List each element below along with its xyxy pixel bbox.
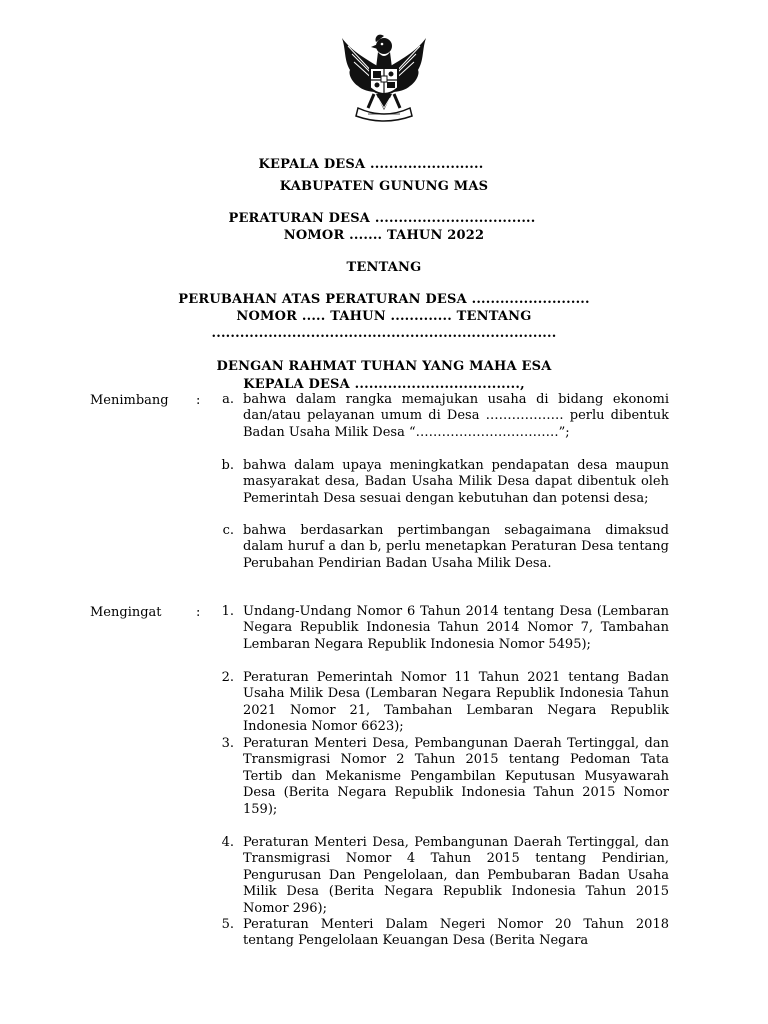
menimbang-item-c: bahwa berdasarkan pertimbangan sebagaimana dimaksud dalam huruf a dan b, perlu menetapkan Peraturan Desa tentang Perubahan Pendirian Badan Usaha Milik Desa. (243, 523, 669, 571)
menimbang-label: Menimbang (90, 393, 169, 408)
menimbang-colon: : (196, 393, 201, 408)
regulation-number: NOMOR ....... TAHUN 2022 (283, 228, 485, 243)
amendment-subject: ......................................................................... (211, 326, 557, 341)
about-heading: TENTANG (346, 260, 422, 275)
mengingat-marker-5: 5. (221, 917, 234, 932)
regency-title: KABUPATEN GUNUNG MAS (279, 179, 489, 194)
mengingat-marker-1: 1. (221, 604, 234, 619)
menimbang-item-a: bahwa dalam rangka memajukan usaha di bidang ekonomi dan/atau pelayanan umum di Desa ……………… perlu dibentuk Badan Usaha Milik Desa “……………………………”; (243, 392, 669, 440)
menimbang-item-b: bahwa dalam upaya meningkatkan pendapatan desa maupun masyarakat desa, Badan Usaha Milik Desa dapat dibentuk oleh Pemerintah Desa sesuai dengan kebutuhan dan potensi desa; (243, 458, 669, 506)
mengingat-marker-4: 4. (221, 835, 234, 850)
menimbang-marker-a: a. (222, 392, 234, 407)
mengingat-item-2: Peraturan Pemerintah Nomor 11 Tahun 2021 tentang Badan Usaha Milik Desa (Lembaran Negara Republik Indonesia Tahun 2021 Nomor 21, Tambahan Lembaran Negara Republik Indonesia Nomor 6623); (243, 670, 669, 735)
amendment-title: PERUBAHAN ATAS PERATURAN DESA ......................... (178, 292, 590, 307)
blessing-line: DENGAN RAHMAT TUHAN YANG MAHA ESA (216, 359, 552, 374)
mengingat-item-5: Peraturan Menteri Dalam Negeri Nomor 20 Tahun 2018 tentang Pengelolaan Keuangan Desa (Berita Negara (243, 917, 669, 949)
menimbang-marker-b: b. (221, 458, 234, 473)
mengingat-item-3: Peraturan Menteri Desa, Pembangunan Daerah Tertinggal, dan Transmigrasi Nomor 2 Tahun 2015 tentang Pedoman Tata Tertib dan Mekanisme Pengambilan Keputusan Musyawarah Desa (Berita Negara Republik Indonesia Tahun 2015 Nomor 159); (243, 736, 669, 817)
garuda-emblem-icon (338, 30, 430, 125)
menimbang-marker-c: c. (222, 523, 234, 538)
village-head-line: KEPALA DESA ..................................., (243, 377, 525, 392)
village-head-title: KEPALA DESA ........................ (258, 157, 484, 172)
regulation-title: PERATURAN DESA .................................. (228, 211, 536, 226)
mengingat-colon: : (196, 605, 201, 620)
amendment-number: NOMOR ..... TAHUN ............. TENTANG (236, 309, 532, 324)
mengingat-marker-3: 3. (221, 736, 234, 751)
mengingat-item-1: Undang-Undang Nomor 6 Tahun 2014 tentang Desa (Lembaran Negara Republik Indonesia Tahun 2014 Nomor 7, Tambahan Lembaran Negara Republik Indonesia Nomor 5495); (243, 604, 669, 652)
mengingat-item-4: Peraturan Menteri Desa, Pembangunan Daerah Tertinggal, dan Transmigrasi Nomor 4 Tahun 2015 tentang Pendirian, Pengurusan Dan Pengelolaan, dan Pembubaran Badan Usaha Milik Desa (Berita Negara Republik Indonesia Tahun 2015 Nomor 296); (243, 835, 669, 916)
mengingat-marker-2: 2. (221, 670, 234, 685)
mengingat-label: Mengingat (90, 605, 162, 620)
